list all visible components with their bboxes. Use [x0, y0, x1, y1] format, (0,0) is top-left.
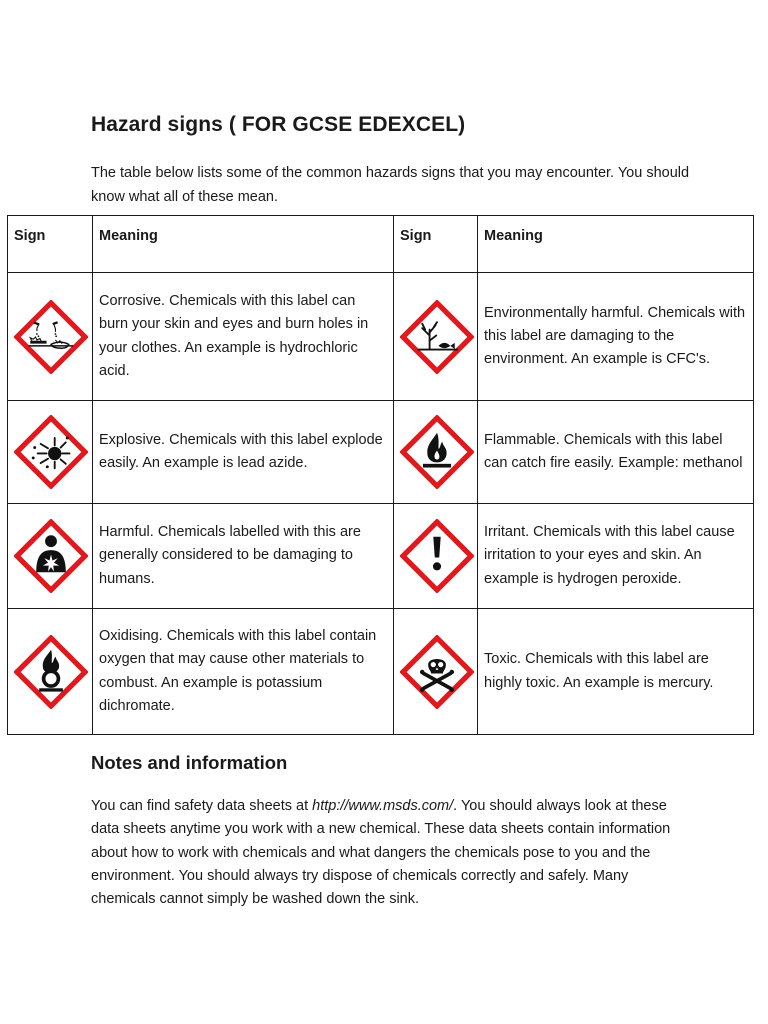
notes-paragraph — [91, 795, 691, 911]
sign-cell — [394, 504, 478, 609]
sign-cell — [394, 273, 478, 401]
notes-text-rest: . You should always look at these data sheets anytime you work with a new chemical. These data sheets contain information about how to work with chemicals and what dangers the chemicals pose to you and the environment. You should always try dispose of chemicals correctly and safely. Many chemicals cannot simply be washed down the sink. — [91, 798, 671, 908]
table-row — [8, 273, 754, 401]
header-meaning: Meaning — [478, 216, 754, 273]
irritant-icon — [400, 519, 474, 593]
meaning-cell: Irritant. Chemicals with this label cause irritation to your eyes and skin. An example is hydrogen peroxide. — [478, 504, 754, 609]
sign-cell — [8, 504, 93, 609]
explosive-icon — [14, 415, 88, 489]
corrosive-icon — [14, 300, 88, 374]
hazard-signs-table — [7, 215, 754, 735]
header-sign: Sign — [394, 216, 478, 273]
oxidising-icon — [14, 635, 88, 709]
table-row — [8, 401, 754, 504]
flammable-icon — [400, 415, 474, 489]
toxic-icon — [400, 635, 474, 709]
table-row — [8, 504, 754, 609]
meaning-cell: Oxidising. Chemicals with this label contain oxygen that may cause other materials to combust. An example is potassium dichromate. — [93, 609, 394, 735]
table-header-row — [8, 216, 754, 273]
header-sign: Sign — [8, 216, 93, 273]
meaning-cell: Corrosive. Chemicals with this label can burn your skin and eyes and burn holes in your clothes. An example is hydrochloric acid. — [93, 273, 394, 401]
meaning-cell: Harmful. Chemicals labelled with this are generally considered to be damaging to humans. — [93, 504, 394, 609]
header-meaning: Meaning — [93, 216, 394, 273]
notes-heading: Notes and information — [91, 752, 288, 773]
notes-text-start: You can find safety data sheets at — [91, 798, 313, 814]
meaning-cell: Flammable. Chemicals with this label can catch fire easily. Example: methanol — [478, 401, 754, 504]
msds-link[interactable]: http://www.msds.com/ — [312, 798, 454, 814]
page-title: Hazard signs ( FOR GCSE EDEXCEL) — [91, 113, 466, 136]
environment-icon — [400, 300, 474, 374]
intro-paragraph: The table below lists some of the common hazards signs that you may encounter. You should know what all of these mean. — [91, 165, 690, 205]
health-hazard-icon — [14, 519, 88, 593]
meaning-cell: Toxic. Chemicals with this label are highly toxic. An example is mercury. — [478, 609, 754, 735]
sign-cell — [8, 401, 93, 504]
meaning-cell: Environmentally harmful. Chemicals with this label are damaging to the environment. An example is CFC's. — [478, 273, 754, 401]
sign-cell — [394, 609, 478, 735]
sign-cell — [8, 273, 93, 401]
sign-cell — [8, 609, 93, 735]
meaning-cell: Explosive. Chemicals with this label explode easily. An example is lead azide. — [93, 401, 394, 504]
sign-cell — [394, 401, 478, 504]
table-row — [8, 609, 754, 735]
